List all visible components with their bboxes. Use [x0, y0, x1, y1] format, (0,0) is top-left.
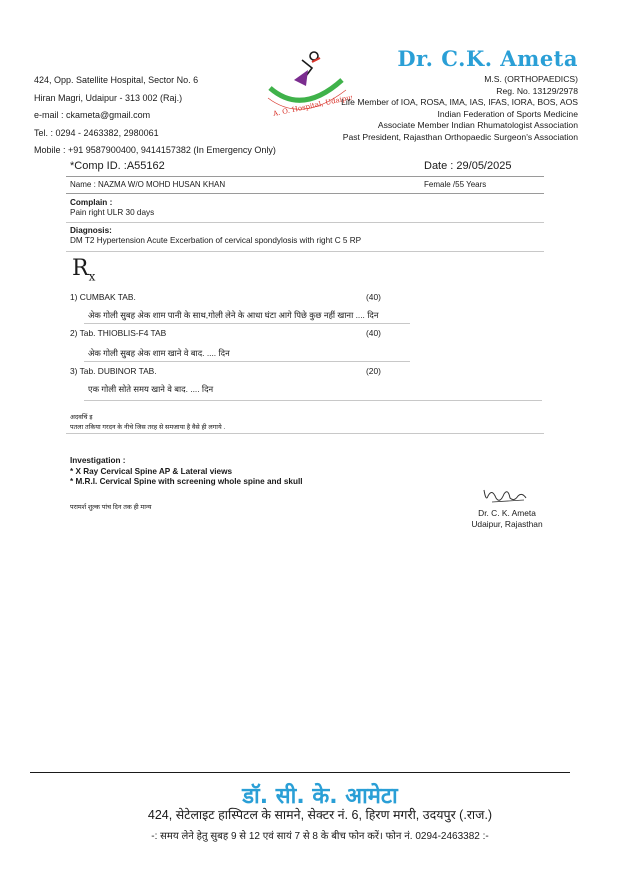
doctor-signature — [462, 486, 552, 506]
footer-timing: -: समय लेने हेतु सुबह 9 से 12 एवं सायं 7 से 8 के बीच फोन करें। फोन नं. 0294-2463382 :- — [151, 831, 489, 842]
rx-subscript: x — [88, 269, 96, 284]
complain-label: Complain : — [70, 198, 113, 207]
diagnosis-text: DM T2 Hypertension Acute Excerbation of cervical spondylosis with right C 5 RP — [70, 236, 362, 245]
medicine-instructions: अेक गोली सुबह अेक शाम खाने वे बाद. .... दिन — [88, 348, 230, 358]
qualification-line: M.S. (ORTHOPAEDICS) — [484, 74, 578, 84]
comp-id: *Comp ID. :A55162 — [70, 160, 165, 172]
footer-address-hindi: 424, सेटेलाइट हास्पिटल के सामने, सेक्टर नं. 6, हिरण मगरी, उदयपुर (.राज.) — [147, 808, 493, 822]
advice-heading: अदवचिं इ — [70, 414, 93, 421]
divider — [84, 361, 410, 362]
qualifications — [341, 74, 578, 144]
signature-block — [462, 508, 552, 530]
advice-text: पतला तकिया गरदन के नीचे जिस तरह से समजाया है वैसे ही लगाये . — [70, 424, 226, 431]
qualification-line: Indian Federation of Sports Medicine — [437, 108, 578, 119]
qualification-line: Past President, Rajasthan Orthopaedic Surgeon's Association — [342, 131, 578, 142]
divider — [66, 433, 544, 434]
qualification-line: Reg. No. 13129/2978 — [496, 85, 578, 96]
clinic-address — [34, 72, 276, 160]
medicine-qty: (40) — [366, 292, 381, 302]
address-line-1: 424, Opp. Satellite Hospital, Sector No. 6 — [34, 75, 199, 85]
investigation-label: Investigation : — [70, 456, 126, 465]
qualification-line: Associate Member Indian Rhumatologist Association — [377, 120, 578, 131]
medicine-instructions: अेक गोली सुबह अेक शाम पानी के साथ,गोली लेने के आधा घंटा आगे पिछे कुछ नहीं खाना .... दिन — [88, 310, 379, 320]
signature-name: Dr. C. K. Ameta — [478, 508, 536, 518]
rx-symbol — [72, 256, 95, 283]
divider — [66, 176, 544, 177]
diagnosis-label: Diagnosis: — [70, 226, 112, 235]
patient-gender-age: Female /55 Years — [424, 180, 487, 189]
medicine-name: 3) Tab. DUBINOR TAB. — [70, 366, 157, 376]
prescription-date: Date : 29/05/2025 — [424, 160, 512, 172]
divider — [84, 400, 542, 401]
patient-name-row — [70, 180, 542, 189]
footer-doctor-name-hindi: डॉ. सी. के. आमेटा — [242, 784, 398, 809]
divider — [66, 222, 544, 223]
telephone-line: Tel. : 0294 - 2463382, 2980061 — [34, 127, 159, 138]
investigation-item: * M.R.I. Cervical Spine with screening whole spine and skull — [70, 477, 303, 487]
consultation-note: परामर्श शुल्क पांच दिन तक ही मान्य — [70, 504, 152, 511]
address-line-2: Hiran Magri, Udaipur - 313 002 (Raj.) — [34, 92, 183, 103]
email-line: e-mail : ckameta@gmail.com — [34, 110, 151, 121]
medicine-instructions: एक गोली सोते समय खाने वे बाद. .... दिन — [88, 384, 214, 394]
divider — [84, 323, 410, 324]
investigation-item: * X Ray Cervical Spine AP & Lateral views — [70, 466, 233, 476]
mobile-line: Mobile : +91 9587900400, 9414157382 (In Emergency Only) — [34, 145, 276, 156]
footer-divider — [30, 772, 570, 773]
complain-text: Pain right ULR 30 days — [70, 208, 155, 217]
rx-letter: R — [72, 256, 89, 281]
medicine-name: 1) CUMBAK TAB. — [70, 292, 136, 302]
patient-name: Name : NAZMA W/O MOHD HUSAN KHAN — [70, 180, 226, 189]
hospital-logo — [262, 46, 352, 116]
medicine-qty: (40) — [366, 328, 381, 338]
medicine-qty: (20) — [366, 366, 381, 376]
qualification-line: Life Member of IOA, ROSA, IMA, IAS, IFAS, IORA, BOS, AOS — [341, 97, 578, 108]
logo-text: A. O. Hospital, Udaipur — [272, 93, 352, 116]
doctor-name: Dr. C.K. Ameta — [397, 46, 578, 71]
divider — [66, 193, 544, 194]
divider — [66, 251, 544, 252]
patient-id-row — [70, 160, 542, 176]
investigation-block — [70, 456, 303, 488]
medicine-name: 2) Tab. THIOBLIS-F4 TAB — [70, 328, 167, 338]
signature-place: Udaipur, Rajasthan — [471, 519, 543, 529]
